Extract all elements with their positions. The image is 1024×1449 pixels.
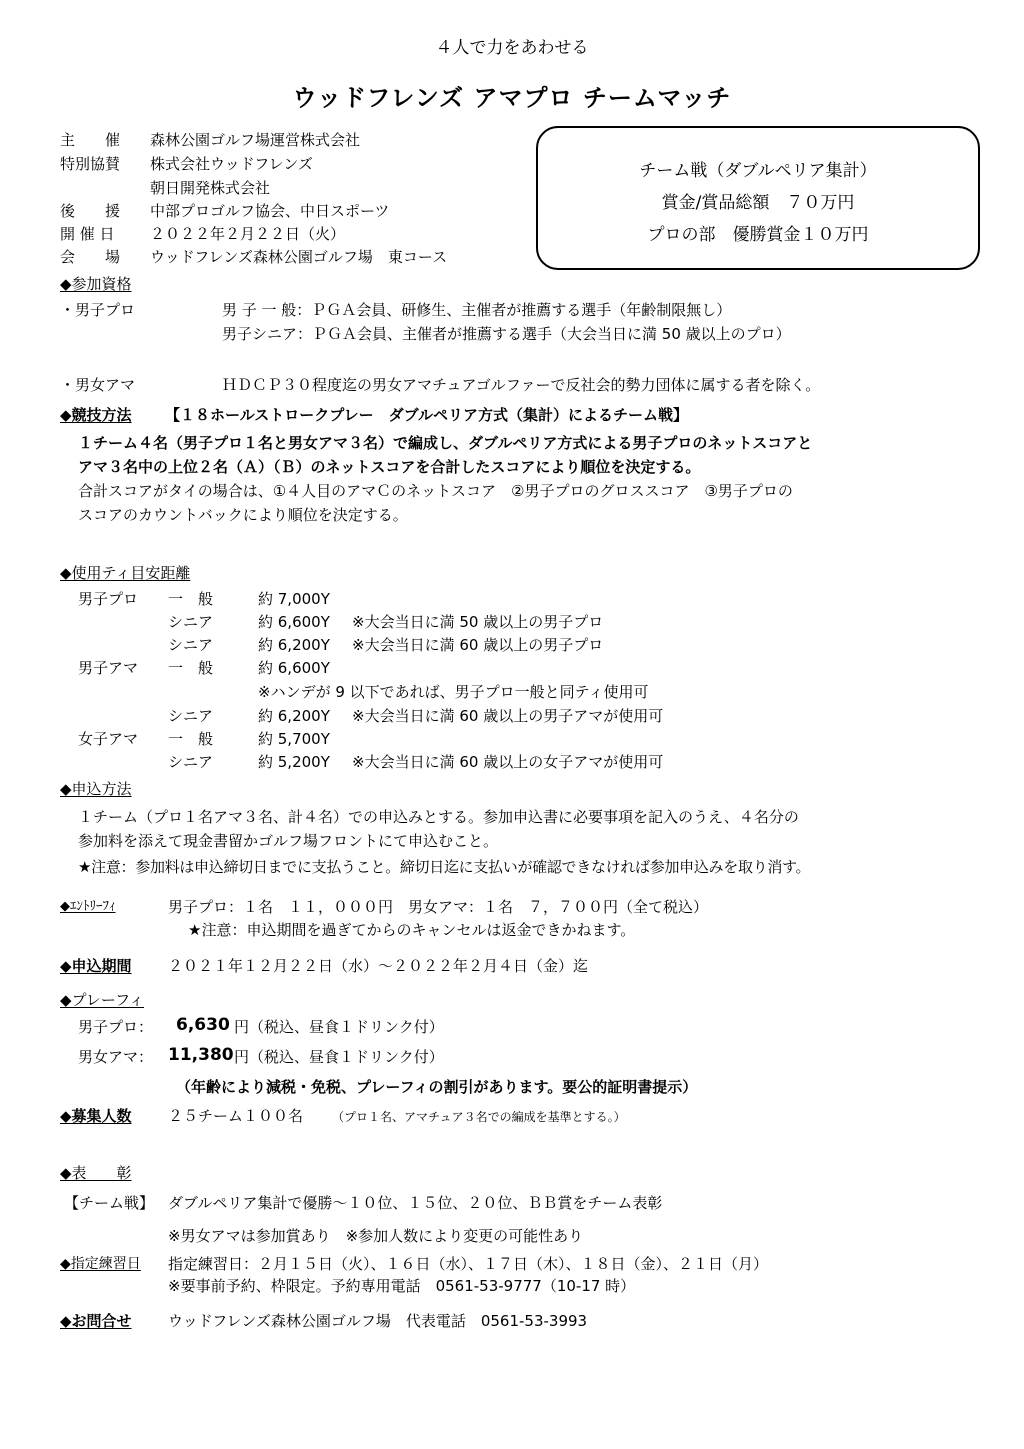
apply-text-2: 参加料を添えて現金書留かゴルフ場フロントにて申込むこと。 <box>78 832 499 850</box>
tee-note: ※大会当日に満 60 歳以上の女子アマが使用可 <box>352 753 664 771</box>
tees-heading: ◆使用ティ目安距離 <box>60 564 191 582</box>
entry-heading: ◆ｴﾝﾄﾘｰﾌｨ <box>60 899 116 914</box>
prize-box-line2: 賞金/賞品総額 ７０万円 <box>661 193 855 213</box>
tee-distance: 約 6,200Y <box>258 636 330 654</box>
playfee-ama-amount: 11,380 <box>168 1045 234 1065</box>
competition-heading: ◆競技方法 <box>60 406 132 424</box>
apply-text-1: １チーム（プロ１名アマ３名、計４名）での申込みとする。参加申込書に必要事項を記入のうえ、４名分の <box>78 808 799 826</box>
competition-text-2: スコアのカウントバックにより順位を決定する。 <box>78 506 408 524</box>
period-text: ２０２１年１２月２２日（水）～２０２２年２月４日（金）迄 <box>168 957 589 975</box>
tee-group: 女子アマ <box>78 730 139 748</box>
pro-senior: 男子シニア：ＰＧＡ会員、主催者が推薦する選手（大会当日に満 50 歳以上のプロ） <box>222 325 791 343</box>
award-team: ダブルペリア集計で優勝～１０位、１５位、２０位、ＢＢ賞をチーム表彰 <box>168 1194 663 1212</box>
tee-distance: 約 7,000Y <box>258 590 330 608</box>
competition-bold-1: １チーム４名（男子プロ１名と男女アマ３名）で編成し、ダブルペリア方式による男子プロのネットスコアと <box>78 434 813 452</box>
ama-label: ・男女アマ <box>60 376 136 394</box>
tee-class: 一 般 <box>168 659 214 677</box>
tee-class: シニア <box>168 707 214 725</box>
contact-heading: ◆お問合せ <box>60 1312 132 1330</box>
prize-box-line3: プロの部 優勝賞金１０万円 <box>647 225 869 245</box>
page-title: ウッドフレンズ アマプロ チームマッチ <box>292 84 732 112</box>
playfee-pro-amount: 6,630 <box>176 1015 230 1035</box>
tee-class: シニア <box>168 636 214 654</box>
organizer: 森林公園ゴルフ場運営株式会社 <box>150 131 361 149</box>
eligibility-heading: ◆参加資格 <box>60 275 132 293</box>
playfee-pro-label: 男子プロ： <box>78 1018 154 1036</box>
sponsor-2: 朝日開発株式会社 <box>150 179 271 197</box>
practice-text: 指定練習日：２月１５日（火）、１６日（水）、１７日（木）、１８日（金）、２１日（月） <box>168 1255 769 1273</box>
tee-class: シニア <box>168 753 214 771</box>
tee-distance: 約 5,200Y <box>258 753 330 771</box>
apply-heading: ◆申込方法 <box>60 780 132 798</box>
subtitle: ４人で力をあわせる <box>435 38 589 58</box>
date-label: 開 催 日 <box>60 225 115 243</box>
competition-detail: 【１８ホールストロークプレー ダブルペリア方式（集計）によるチーム戦】 <box>165 406 689 424</box>
playfee-heading: ◆プレーフィ <box>60 991 144 1009</box>
tee-note: ※大会当日に満 50 歳以上の男子プロ <box>352 613 604 631</box>
tee-distance: 約 6,600Y <box>258 659 330 677</box>
recruit-heading: ◆募集人数 <box>60 1107 132 1125</box>
event-date: ２０２２年２月２２日（火） <box>150 225 346 243</box>
tee-note: ※大会当日に満 60 歳以上の男子プロ <box>352 636 604 654</box>
venue-label: 会 場 <box>60 248 121 266</box>
contact-text: ウッドフレンズ森林公園ゴルフ場 代表電話 0561-53-3993 <box>168 1312 588 1330</box>
pro-label: ・男子プロ <box>60 301 136 319</box>
period-heading: ◆申込期間 <box>60 957 132 975</box>
pro-general: 男 子 一 般：ＰＧＡ会員、研修生、主催者が推薦する選手（年齢制限無し） <box>222 301 732 319</box>
competition-text-1: 合計スコアがタイの場合は、①４人目のアマＣのネットスコア ②男子プロのグロススコア ③男子プロの <box>78 482 793 500</box>
playfee-pro-rest: 円（税込、昼食１ドリンク付） <box>234 1018 444 1036</box>
tee-note: ※大会当日に満 60 歳以上の男子アマが使用可 <box>352 707 664 725</box>
award-team-label: 【チーム戦】 <box>64 1194 155 1212</box>
competition-bold-2: アマ３名中の上位２名（Ａ）（Ｂ）のネットスコアを合計したスコアにより順位を決定する。 <box>78 458 701 476</box>
venue: ウッドフレンズ森林公園ゴルフ場 東コース <box>150 248 448 266</box>
practice-note: ※要事前予約、枠限定。予約専用電話 0561-53-9777（10-17 時） <box>168 1277 636 1295</box>
entry-note: ★注意：申込期間を過ぎてからのキャンセルは返金できかねます。 <box>188 921 636 939</box>
sponsor-label: 特別協賛 <box>60 155 121 173</box>
tee-class: シニア <box>168 613 214 631</box>
tee-distance: 約 5,700Y <box>258 730 330 748</box>
prize-box-line1: チーム戦（ダブルペリア集計） <box>639 161 877 181</box>
playfee-note: （年齢により減税・免税、プレーフィの割引があります。要公的証明書提示） <box>176 1078 698 1096</box>
tee-class: 一 般 <box>168 590 214 608</box>
playfee-ama-rest: 円（税込、昼食１ドリンク付） <box>234 1048 444 1066</box>
recruit-small: （プロ１名、アマチュア３名での編成を基準とする。） <box>332 1110 626 1124</box>
prize-box <box>536 126 980 270</box>
sponsor-1: 株式会社ウッドフレンズ <box>150 155 313 173</box>
playfee-ama-label: 男女アマ： <box>78 1048 154 1066</box>
tee-distance: 約 6,200Y <box>258 707 330 725</box>
practice-heading: ◆指定練習日 <box>60 1256 141 1272</box>
tee-group: 男子プロ <box>78 590 139 608</box>
organizer-label: 主 催 <box>60 131 121 149</box>
recruit-text: ２５チーム１００名 <box>168 1107 304 1125</box>
ama-eligibility: ＨＤＣＰ３０程度迄の男女アマチュアゴルファーで反社会的勢力団体に属する者を除く。 <box>222 376 821 394</box>
apply-note: ★注意：参加料は申込締切日までに支払うこと。締切日迄に支払いが確認できなければ参加申込みを取り消す。 <box>78 858 811 876</box>
support: 中部プロゴルフ協会、中日スポーツ <box>150 202 390 220</box>
entry-text: 男子プロ：１名 １１，０００円 男女アマ：１名 ７，７００円（全て税込） <box>168 898 709 916</box>
tee-distance: ※ハンデが 9 以下であれば、男子プロ一般と同ティ使用可 <box>258 683 649 701</box>
award-heading: ◆表 彰 <box>60 1164 132 1182</box>
award-note: ※男女アマは参加賞あり ※参加人数により変更の可能性あり <box>168 1227 584 1245</box>
tee-class: 一 般 <box>168 730 214 748</box>
tee-group: 男子アマ <box>78 659 139 677</box>
tee-distance: 約 6,600Y <box>258 613 330 631</box>
support-label: 後 援 <box>60 202 121 220</box>
